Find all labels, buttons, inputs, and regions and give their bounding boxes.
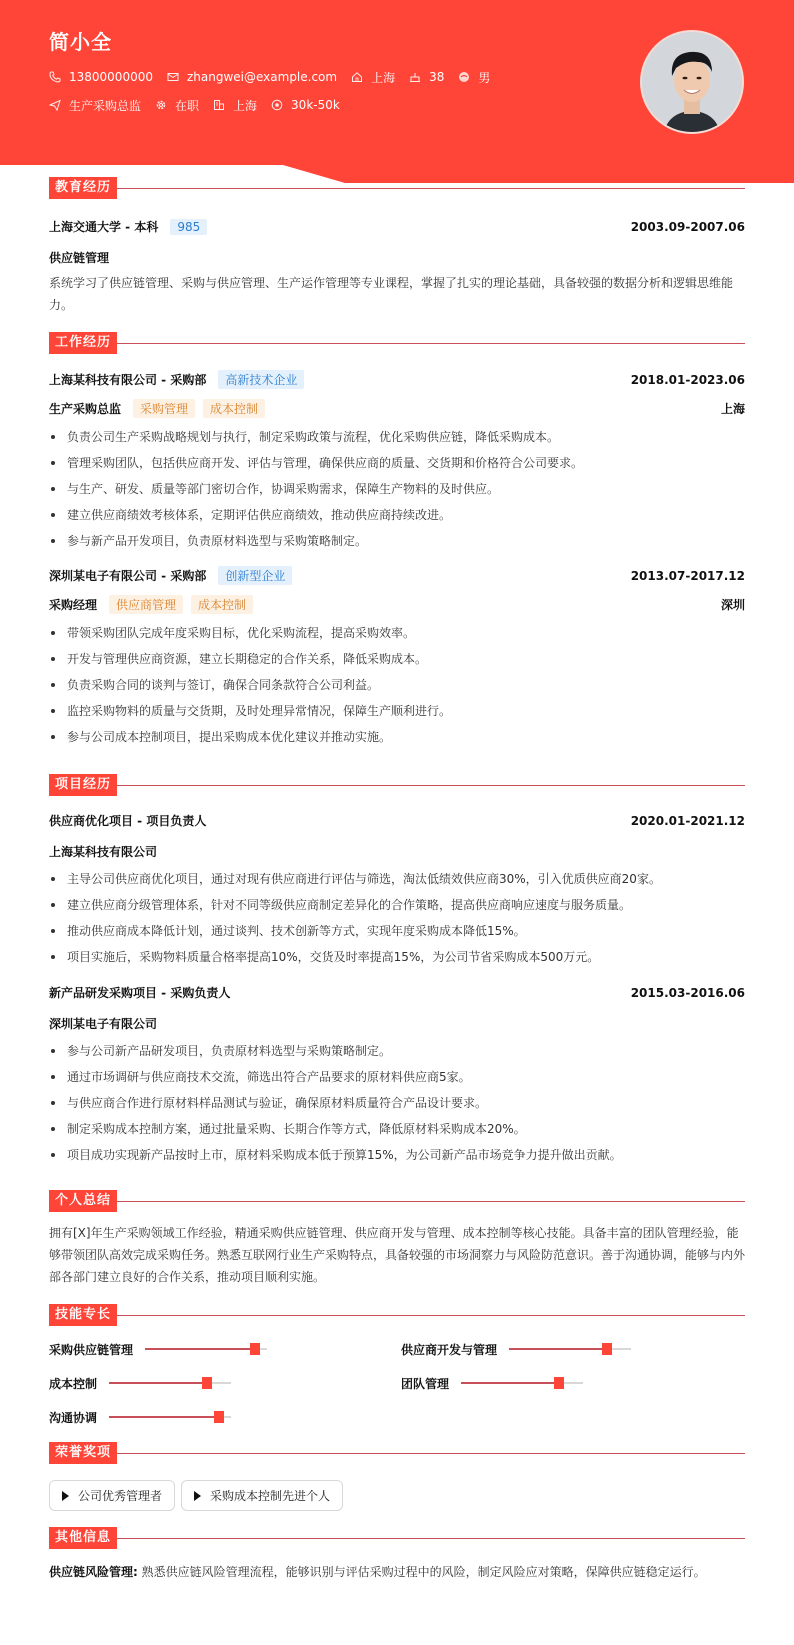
triangle-right-icon — [62, 1491, 69, 1501]
divider — [117, 1201, 745, 1202]
triangle-right-icon — [194, 1491, 201, 1501]
school-badge: 985 — [170, 219, 207, 235]
work-location: 深圳 — [720, 598, 745, 612]
work-period: 2013.07-2017.12 — [630, 568, 745, 583]
contact-phone: 13800000000 — [49, 70, 153, 84]
skill-item — [49, 1408, 401, 1426]
list-item: 通过市场调研与供应商技术交流，筛选出符合产品要求的原材料供应商5家。 — [49, 1064, 745, 1090]
list-item: 参与公司新产品研发项目，负责原材料选型与采购策略制定。 — [49, 1038, 745, 1064]
list-item: 推动供应商成本降低计划，通过谈判、技术创新等方式，实现年度采购成本降低15%。 — [49, 918, 745, 944]
skill-level-bar — [145, 1348, 267, 1350]
section-summary — [49, 1190, 745, 1288]
contact-email: zhangwei@example.com — [167, 70, 337, 84]
list-item: 带领采购团队完成年度采购目标，优化采购流程，提高采购效率。 — [49, 620, 745, 646]
work-period: 2018.01-2023.06 — [630, 372, 745, 387]
avatar-portrait — [642, 32, 742, 132]
skill-item — [401, 1374, 745, 1392]
intent-city: 上海 — [213, 97, 257, 114]
skill-level-bar — [509, 1348, 631, 1350]
salary-icon — [271, 99, 283, 111]
intent-salary: 30k-50k — [271, 98, 340, 112]
list-item: 项目成功实现新产品按时上市，原材料采购成本低于预算15%，为公司新产品市场竞争力提升做出贡献。 — [49, 1142, 745, 1168]
contact-city: 上海 — [351, 69, 395, 86]
divider — [117, 343, 745, 344]
phone-icon — [49, 71, 61, 83]
resume-content — [49, 180, 746, 1580]
section-education — [49, 177, 745, 316]
contact-row — [49, 69, 504, 85]
divider — [117, 1453, 745, 1454]
candidate-name: 简小全 — [49, 30, 112, 54]
list-item: 负责公司生产采购战略规划与执行，制定采购政策与流程，优化采购供应链，降低采购成本。 — [49, 424, 745, 450]
list-item: 与生产、研发、质量等部门密切合作，协调采购需求，保障生产物料的及时供应。 — [49, 476, 745, 502]
project-details-list — [49, 866, 745, 970]
responsibilities-list — [49, 620, 745, 750]
skill-name: 成本控制 — [49, 1376, 98, 1391]
project-name: 供应商优化项目 - 项目负责人 — [49, 814, 207, 828]
responsibilities-list — [49, 424, 745, 554]
other-info-label: 供应链风险管理: — [49, 1565, 138, 1579]
contact-gender: 男 — [458, 69, 490, 86]
section-title-summary: 个人总结 — [49, 1190, 117, 1212]
job-role: 生产采购总监 — [49, 402, 122, 416]
skill-tag: 成本控制 — [191, 595, 253, 614]
resume-header — [0, 0, 794, 184]
other-info-text: 熟悉供应链风险管理流程，能够识别与评估采购过程中的风险，制定风险应对策略，保障供应链稳定运行。 — [141, 1565, 706, 1579]
section-projects — [49, 774, 745, 1168]
gear-icon — [155, 99, 167, 111]
school-name: 上海交通大学 - 本科 — [49, 220, 159, 234]
work-location: 上海 — [720, 402, 745, 416]
work-item — [49, 370, 745, 554]
job-intent-row — [49, 97, 504, 113]
education-header-row — [49, 218, 745, 235]
list-item: 参与公司成本控制项目，提出采购成本优化建议并推动实施。 — [49, 724, 745, 750]
divider — [117, 188, 745, 189]
divider — [117, 785, 745, 786]
avatar — [640, 30, 744, 134]
section-title-projects: 项目经历 — [49, 774, 117, 796]
company-tag: 创新型企业 — [218, 566, 292, 585]
other-info — [49, 1563, 745, 1580]
project-item — [49, 984, 745, 1168]
building-icon — [213, 99, 225, 111]
list-item: 建立供应商绩效考核体系，定期评估供应商绩效，推动供应商持续改进。 — [49, 502, 745, 528]
section-title-education: 教育经历 — [49, 177, 117, 199]
education-period: 2003.09-2007.06 — [630, 219, 745, 234]
skill-name: 采购供应链管理 — [49, 1342, 134, 1357]
list-item: 管理采购团队，包括供应商开发、评估与管理，确保供应商的质量、交货期和价格符合公司要求。 — [49, 450, 745, 476]
project-item — [49, 812, 745, 970]
award-item: 采购成本控制先进个人 — [181, 1480, 343, 1511]
list-item: 建立供应商分级管理体系，针对不同等级供应商制定差异化的合作策略，提高供应商响应速度与服务质量。 — [49, 892, 745, 918]
cake-icon — [409, 71, 421, 83]
project-name: 新产品研发采购项目 - 采购负责人 — [49, 986, 231, 1000]
intent-position: 生产采购总监 — [49, 97, 141, 114]
project-details-list — [49, 1038, 745, 1168]
skill-item — [49, 1340, 401, 1358]
skill-tag: 成本控制 — [203, 399, 265, 418]
section-title-other: 其他信息 — [49, 1527, 117, 1549]
company-name: 上海某科技有限公司 - 采购部 — [49, 373, 207, 387]
list-item: 与供应商合作进行原材料样品测试与验证，确保原材料质量符合产品设计要求。 — [49, 1090, 745, 1116]
major: 供应链管理 — [49, 251, 110, 265]
skill-name: 供应商开发与管理 — [401, 1342, 498, 1357]
mail-icon — [167, 71, 179, 83]
list-item: 制定采购成本控制方案，通过批量采购、长期合作等方式，降低原材料采购成本20%。 — [49, 1116, 745, 1142]
intent-status: 在职 — [155, 97, 199, 114]
divider — [117, 1538, 745, 1539]
contact-age: 38 — [409, 70, 444, 84]
send-icon — [49, 99, 61, 111]
home-icon — [351, 71, 363, 83]
section-skills — [49, 1304, 745, 1426]
divider — [117, 1315, 745, 1316]
skill-level-bar — [461, 1382, 583, 1384]
section-awards — [49, 1442, 745, 1511]
awards-list — [49, 1480, 745, 1511]
company-tag: 高新技术企业 — [218, 370, 304, 389]
section-title-skills: 技能专长 — [49, 1304, 117, 1326]
skill-item — [49, 1374, 401, 1392]
skill-name: 团队管理 — [401, 1376, 450, 1391]
list-item: 主导公司供应商优化项目，通过对现有供应商进行评估与筛选，淘汰低绩效供应商30%，引入优质供应商20家。 — [49, 866, 745, 892]
award-item: 公司优秀管理者 — [49, 1480, 175, 1511]
education-description: 系统学习了供应链管理、采购与供应管理、生产运作管理等专业课程，掌握了扎实的理论基础，具备较强的数据分析和逻辑思维能力。 — [49, 276, 734, 312]
project-company: 上海某科技有限公司 — [49, 845, 158, 859]
section-other — [49, 1527, 745, 1580]
company-name: 深圳某电子有限公司 - 采购部 — [49, 569, 207, 583]
section-title-work: 工作经历 — [49, 332, 117, 354]
list-item: 负责采购合同的谈判与签订，确保合同条款符合公司利益。 — [49, 672, 745, 698]
section-work — [49, 332, 745, 750]
list-item: 监控采购物料的质量与交货期，及时处理异常情况，保障生产顺利进行。 — [49, 698, 745, 724]
project-period: 2015.03-2016.06 — [630, 985, 745, 1000]
skill-name: 沟通协调 — [49, 1410, 98, 1425]
skill-item — [401, 1340, 745, 1358]
gender-icon — [458, 71, 470, 83]
summary-text: 拥有[X]年生产采购领域工作经验，精通采购供应链管理、供应商开发与管理、成本控制等核心技能。具备丰富的团队管理经验，能够带领团队高效完成采购任务。熟悉互联网行业生产采购特点，具备较强的市场洞察力与风险防范意识。善于沟通协调，能够与内外部各部门建立良好的合作关系，推动项目顺利实施。 — [49, 1226, 746, 1284]
list-item: 开发与管理供应商资源，建立长期稳定的合作关系，降低采购成本。 — [49, 646, 745, 672]
skill-level-bar — [109, 1382, 231, 1384]
work-item — [49, 566, 745, 750]
section-title-awards: 荣誉奖项 — [49, 1442, 117, 1464]
skills-grid — [49, 1340, 745, 1426]
skill-tag: 采购管理 — [133, 399, 195, 418]
project-company: 深圳某电子有限公司 — [49, 1017, 158, 1031]
project-period: 2020.01-2021.12 — [630, 813, 745, 828]
list-item: 参与新产品开发项目，负责原材料选型与采购策略制定。 — [49, 528, 745, 554]
list-item: 项目实施后，采购物料质量合格率提高10%，交货及时率提高15%，为公司节省采购成本500万元。 — [49, 944, 745, 970]
skill-level-bar — [109, 1416, 231, 1418]
skill-tag: 供应商管理 — [109, 595, 183, 614]
job-role: 采购经理 — [49, 598, 98, 612]
